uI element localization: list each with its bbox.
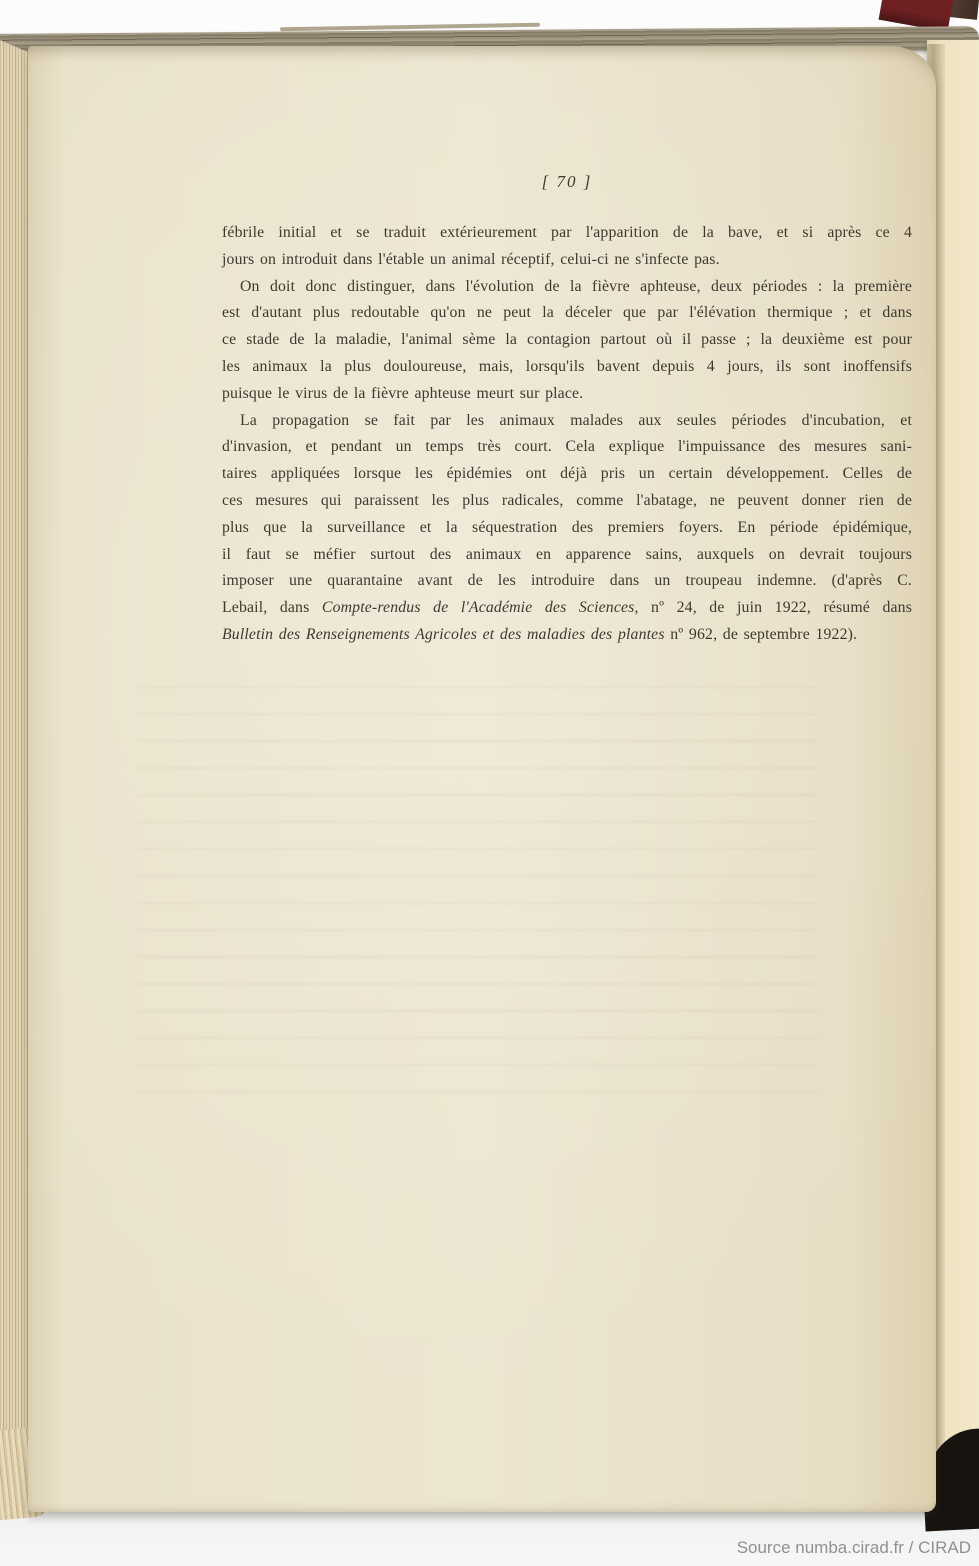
text-line: il faut se méfier surtout des animaux en apparence sains, auxquels on devrait toujours [222, 545, 912, 563]
text-line: fébrile initial et se traduit extérieurement par l'apparition de la bave, et si après ce 4 [222, 224, 912, 241]
text-line: les animaux la plus douloureuse, mais, lorsqu'ils bavent depuis 4 jours, ils sont inoffensifs [222, 357, 912, 375]
viewer-footer [0, 1530, 979, 1566]
text-line: puisque le virus de la fièvre aphteuse meurt sur place. [222, 384, 584, 402]
text-line: Bulletin des Renseignements Agricoles et des maladies des plantes nº 962, de septembre 1922). [222, 625, 858, 643]
text-line: d'invasion, et pendant un temps très court. Cela explique l'impuissance des mesures sani- [222, 438, 912, 456]
text-line: jours on introduit dans l'étable un animal réceptif, celui-ci ne s'infecte pas. [222, 250, 720, 268]
text-line: taires appliquées lorsque les épidémies ont déjà pris un certain développement. Celles de [222, 465, 912, 483]
text-line: imposer une quarantaine avant de les introduire dans un troupeau indemne. (d'après C. [222, 572, 912, 590]
text-line: On doit donc distinguer, dans l'évolution de la fièvre aphteuse, deux périodes : la première [240, 277, 912, 295]
text-line: est d'autant plus redoutable qu'on ne peut la déceler que par l'élévation thermique ; et dans [222, 304, 912, 322]
source-attribution: Source numba.cirad.fr / CIRAD [736, 1538, 971, 1557]
book-page [28, 46, 936, 1512]
text-line: La propagation se fait par les animaux malades aux seules périodes d'incubation, et [240, 411, 912, 429]
page-text [222, 220, 912, 649]
text-line: plus que la surveillance et la séquestration des premiers foyers. En période épidémique, [222, 518, 912, 536]
text-line: Lebail, dans Compte-rendus de l'Académie des Sciences, nº 24, de juin 1922, résumé dans [222, 599, 912, 617]
text-line: ce stade de la maladie, l'animal sème la contagion partout où il passe ; la deuxième est pour [222, 331, 912, 349]
page-number: [ 70 ] [541, 172, 593, 191]
text-line: ces mesures qui paraissent les plus radicales, comme l'abatage, ne peuvent donner rien de [222, 491, 912, 509]
